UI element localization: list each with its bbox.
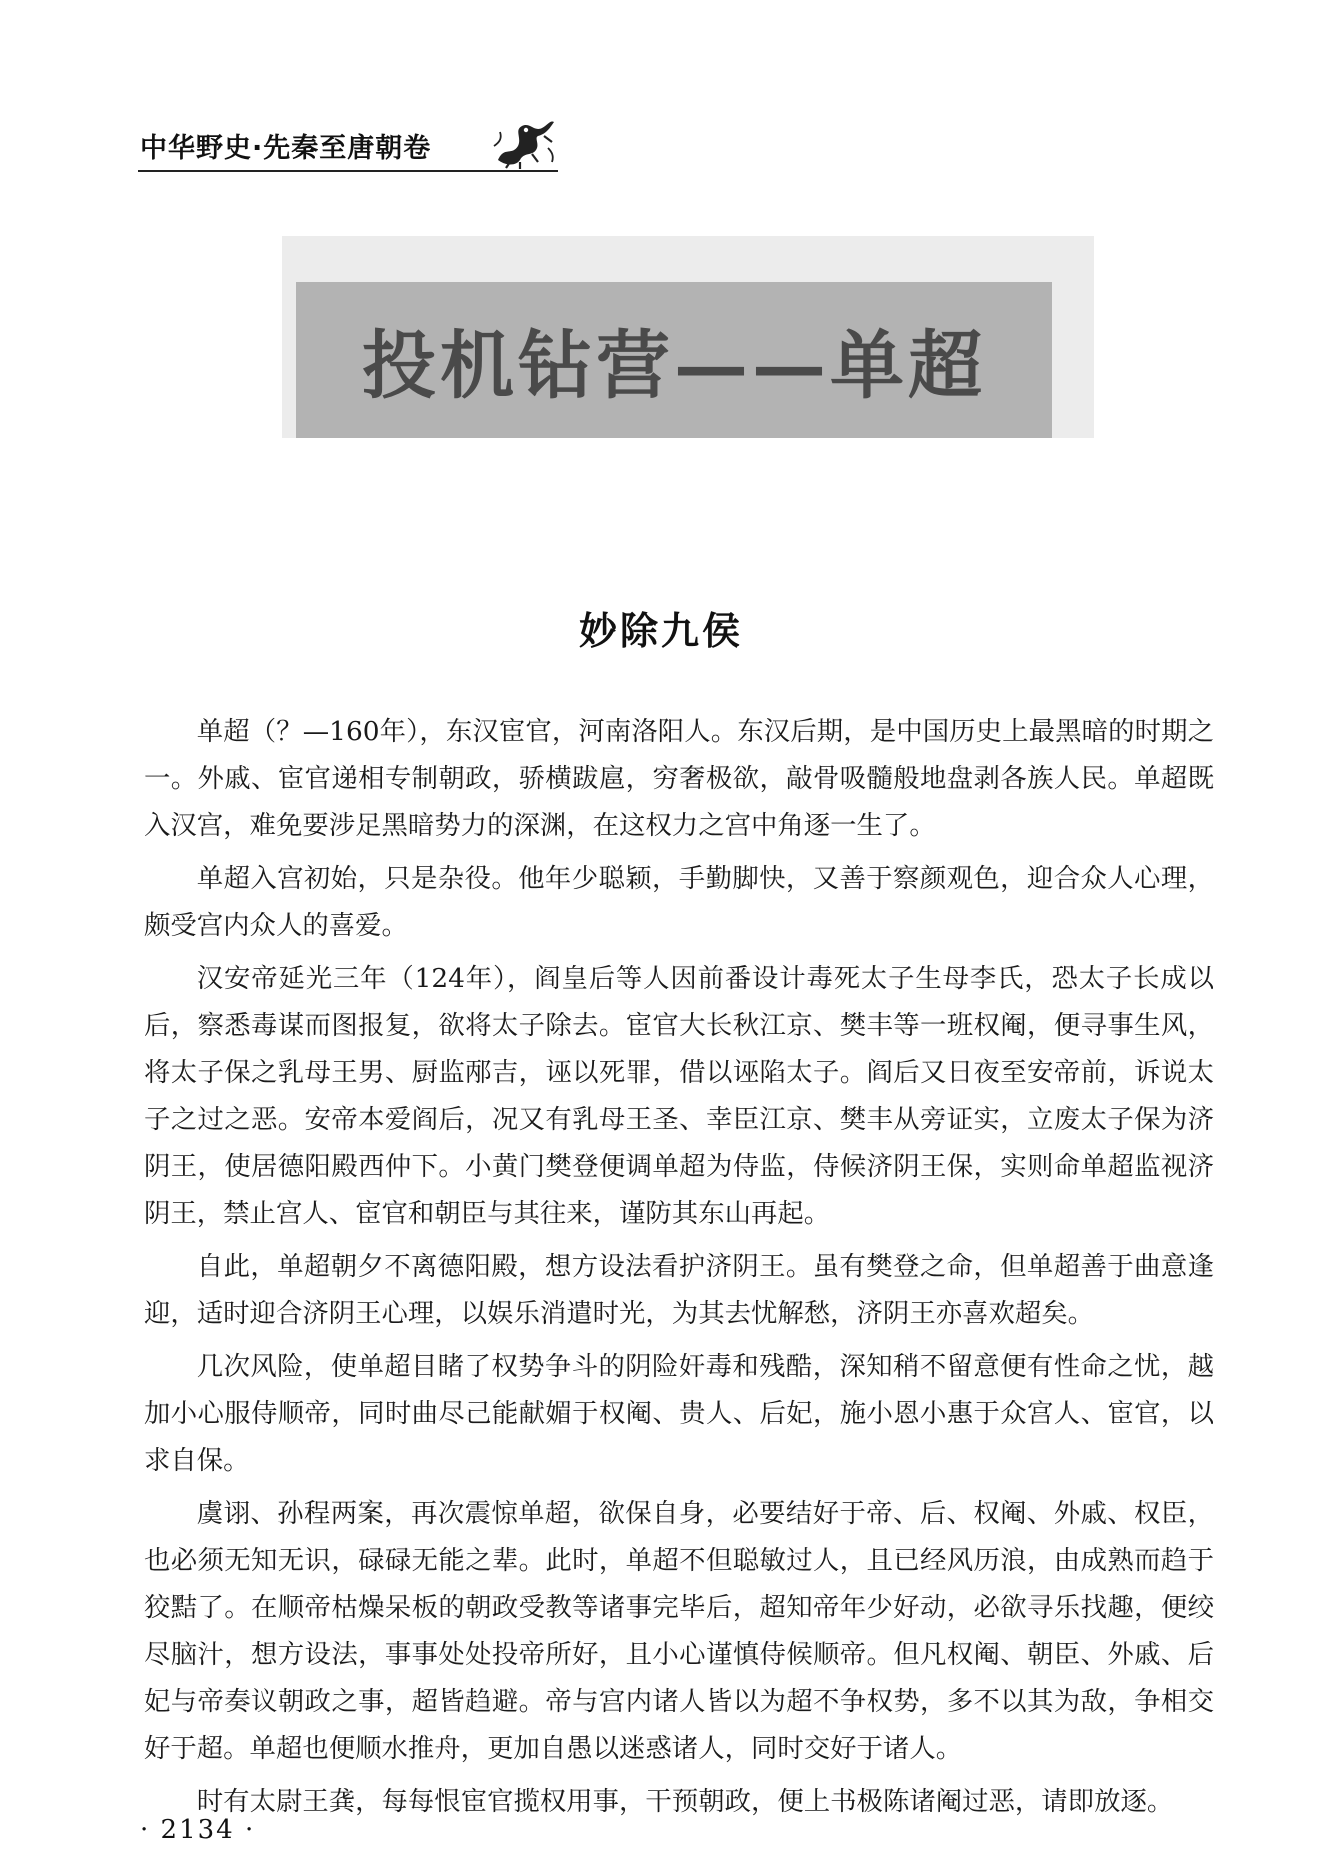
book-title: 中华野史·先秦至唐朝卷	[140, 133, 432, 164]
running-header	[138, 122, 558, 174]
section-title: 妙除九侯	[578, 609, 743, 653]
page-number: · 2134 ·	[140, 1815, 256, 1845]
paragraph: 自此，单超朝夕不离德阳殿，想方设法看护济阴王。虽有樊登之命，但单超善于曲意逢迎，适时迎合济阴王心理，以娱乐消遣时光，为其去忧解愁，济阴王亦喜欢超矣。	[144, 1251, 1214, 1329]
header-rule	[138, 170, 558, 172]
paragraph: 虞诩、孙程两案，再次震惊单超，欲保自身，必要结好于帝、后、权阉、外戚、权臣，也必须无知无识，碌碌无能之辈。此时，单超不但聪敏过人，且已经风历浪，由成熟而趋于狡黠了。在顺帝枯燥呆板的朝政受教等诸事完毕后，超知帝年少好动，必欲寻乐找趣，便绞尽脑汁，想方设法，事事处处投帝所好，且小心谨慎侍候顺帝。但凡权阉、朝臣、外戚、后妃与帝奏议朝政之事，超皆趋避。帝与宫内诸人皆以为超不争权势，多不以其为敌，争相交好于超。单超也便顺水推舟，更加自愚以迷惑诸人，同时交好于诸人。	[144, 1498, 1214, 1764]
dragon-emblem-icon	[490, 116, 560, 170]
paragraph: 单超（？—160年），东汉宦官，河南洛阳人。东汉后期，是中国历史上最黑暗的时期之一。外戚、宦官递相专制朝政，骄横跋扈，穷奢极欲，敲骨吸髓般地盘剥各族人民。单超既入汉宫，难免要涉足黑暗势力的深渊，在这权力之宫中角逐一生了。	[144, 716, 1214, 841]
paragraph: 时有太尉王龚，每每恨宦官揽权用事，干预朝政，便上书极陈诸阉过恶，请即放逐。	[196, 1786, 1174, 1817]
body-text	[144, 708, 1214, 1831]
chapter-title: 投机钻营——单超	[362, 323, 986, 409]
paragraph: 汉安帝延光三年（124年），阎皇后等人因前番设计毒死太子生母李氏，恐太子长成以后，察悉毒谋而图报复，欲将太子除去。宦官大长秋江京、樊丰等一班权阉，便寻事生风，将太子保之乳母王男、厨监邴吉，诬以死罪，借以诬陷太子。阎后又日夜至安帝前，诉说太子之过之恶。安帝本爱阎后，况又有乳母王圣、幸臣江京、樊丰从旁证实，立废太子保为济阴王，使居德阳殿西仲下。小黄门樊登便调单超为侍监，侍候济阴王保，实则命单超监视济阴王，禁止宫人、宦官和朝臣与其往来，谨防其东山再起。	[144, 963, 1214, 1229]
paragraph: 单超入宫初始，只是杂役。他年少聪颖，手勤脚快，又善于察颜观色，迎合众人心理，颇受宫内众人的喜爱。	[144, 863, 1214, 941]
paragraph: 几次风险，使单超目睹了权势争斗的阴险奸毒和残酷，深知稍不留意便有性命之忧，越加小心服侍顺帝，同时曲尽己能献媚于权阉、贵人、后妃，施小恩小惠于众宫人、宦官，以求自保。	[144, 1351, 1214, 1476]
